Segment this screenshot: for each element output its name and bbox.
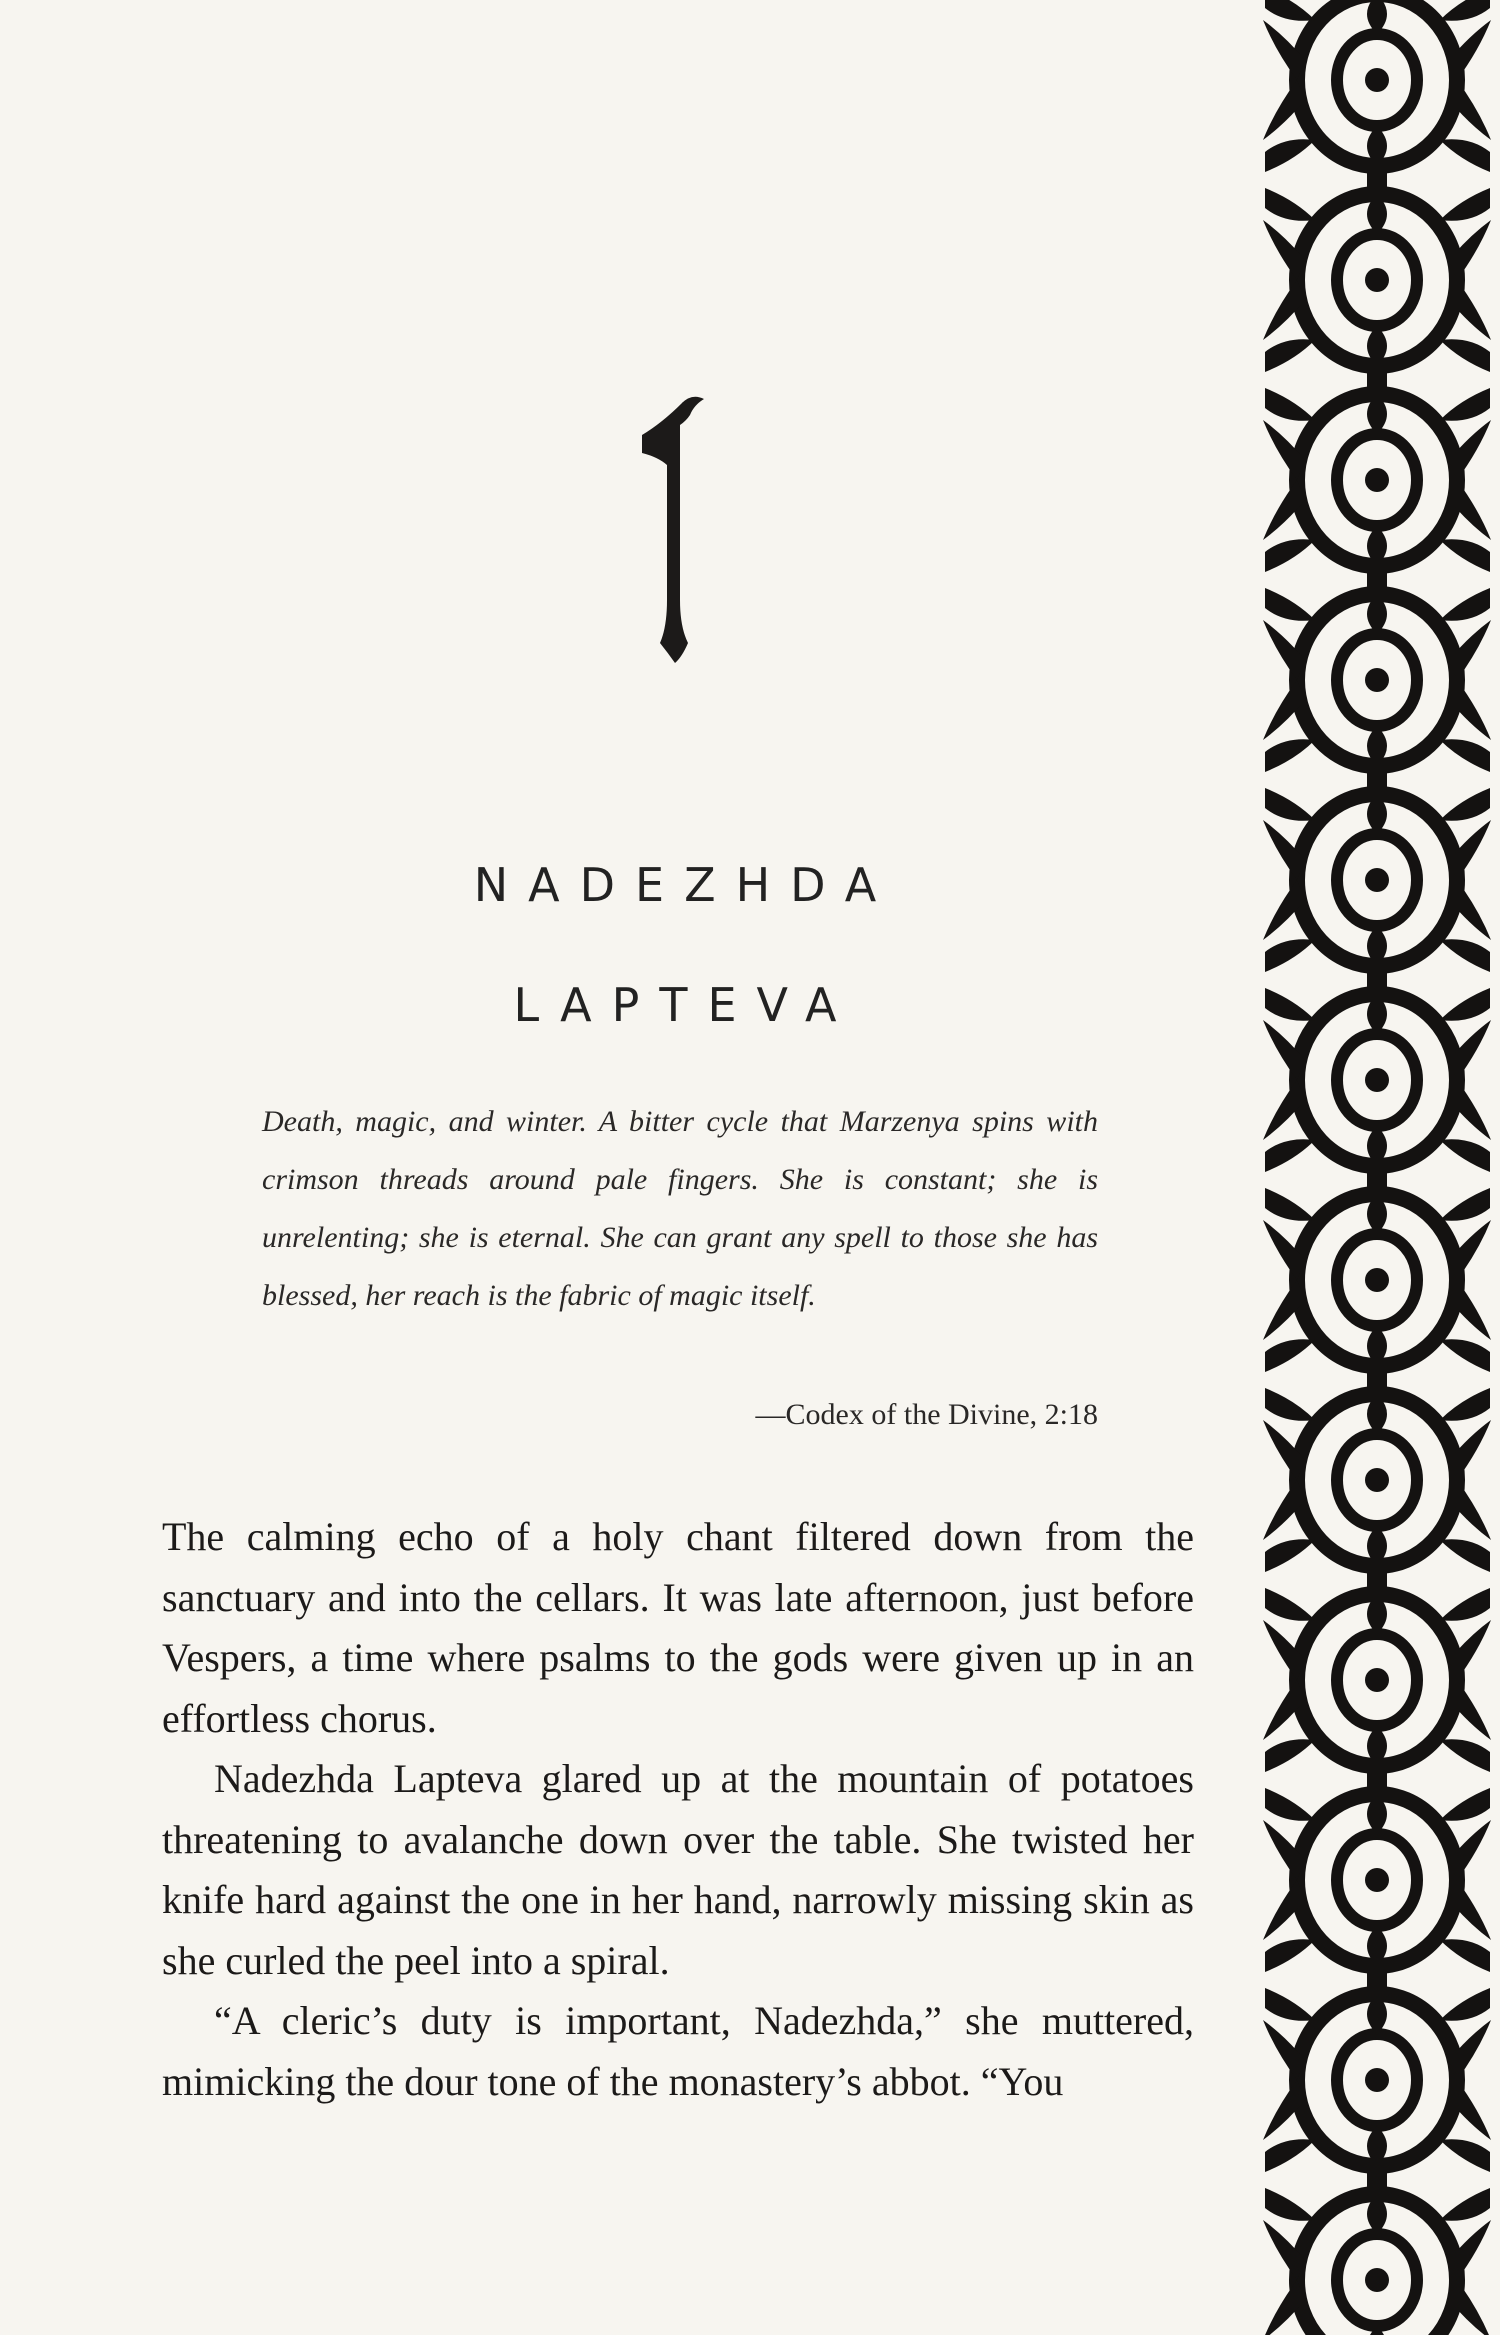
ornamental-border-icon bbox=[1255, 0, 1500, 2335]
ornament-motif bbox=[1263, 2180, 1491, 2335]
chapter-numeral-1 bbox=[620, 395, 740, 665]
paragraph-2: Nadezhda Lapteva glared up at the mountain of potatoes threatening to avalanche down over the table. She twisted her knife hard against the one in her hand, narrowly missing skin as she curled the peel into a spiral. bbox=[162, 1756, 1194, 1983]
ornament-motif bbox=[1263, 780, 1491, 980]
ornament-motif bbox=[1263, 980, 1491, 1180]
epigraph-attribution: —Codex of the Divine, 2:18 bbox=[755, 1398, 1098, 1431]
ornament-motif bbox=[1263, 180, 1491, 380]
chapter-title-last-name: LAPTEVA bbox=[513, 978, 857, 1032]
chapter-title-first-name: NADEZHDA bbox=[473, 858, 897, 912]
ornament-motif bbox=[1263, 1780, 1491, 1980]
paragraph-1: The calming echo of a holy chant filtered down from the sanctuary and into the cellars. It was late afternoon, just before Vespers, a time where psalms to the gods were given up in an effortless chorus. bbox=[162, 1514, 1194, 1741]
ornament-motif bbox=[1263, 0, 1491, 180]
ornament-motif bbox=[1263, 580, 1491, 780]
epigraph-text: Death, magic, and winter. A bitter cycle that Marzenya spins with crimson threads around pale fingers. She is constant; she is unrelenting; she is eternal. She can grant any spell to those she has blessed, her reach is the fabric of magic itself. bbox=[262, 1105, 1098, 1312]
paragraph-3: “A cleric’s duty is important, Nadezhda,” she muttered, mimicking the dour tone of the monastery’s abbot. “You bbox=[162, 1998, 1194, 2104]
ornament-motif bbox=[1263, 1180, 1491, 1380]
ornament-motif bbox=[1263, 1380, 1491, 1580]
ornament-motif bbox=[1263, 380, 1491, 580]
ornament-motif bbox=[1263, 1580, 1491, 1780]
body-text bbox=[162, 1507, 1194, 2112]
ornament-motif bbox=[1263, 1980, 1491, 2180]
